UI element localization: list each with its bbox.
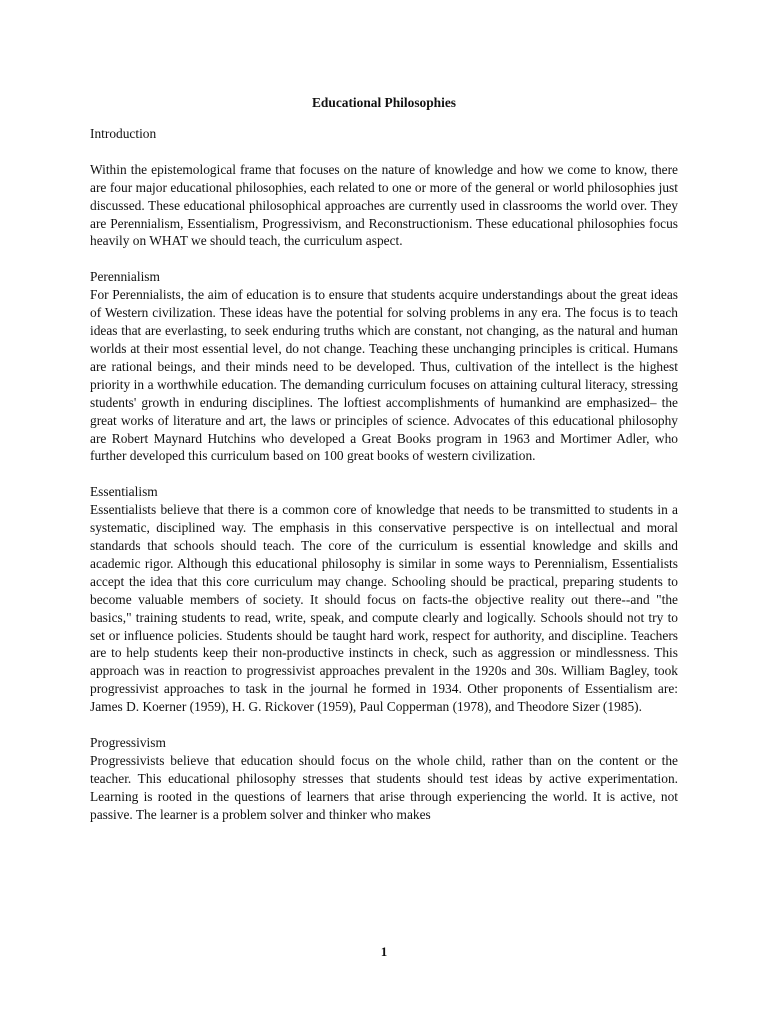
document-body [90,94,678,842]
page-number: 1 [380,944,388,959]
section-heading-essentialism: Essentialism [90,484,158,500]
introduction-paragraph: Within the epistemological frame that focuses on the nature of knowledge and how we come to know, there are four major educational philosophies, each related to one or more of the general or world philosophies just discussed. These educational philosophical approaches are currently used in classrooms the world over. They are Perennialism, Essentialism, Progressivism, and Reconstructionism. These educational philosophies focus heavily on WHAT we should teach, the curriculum aspect. [90,161,678,249]
progressivism-paragraph: Progressivists believe that education should focus on the whole child, rather than on the content or the teacher. This educational philosophy stresses that students should test ideas by active experimentation. Learning is rooted in the questions of learners that arise through experiencing the world. It is active, not passive. The learner is a problem solver and thinker who makes [90,753,678,822]
essentialism-paragraph: Essentialists believe that there is a common core of knowledge that needs to be transmitted to students in a systematic, disciplined way. The emphasis in this conservative perspective is on intellectual and moral standards that schools should teach. The core of the curriculum is essential knowledge and skills and academic rigor. Although this educational philosophy is similar in some ways to Perennialism, Essentialists accept the idea that this core curriculum may change. Schooling should be practical, preparing students to become valuable members of society. It should focus on facts-the objective reality out there--and "the basics," training students to read, write, speak, and compute clearly and logically. Schools should not try to set or influence policies. Students should be taught hard work, respect for authority, and discipline. Teachers are to help students keep their non-productive instincts in check, such as aggression or mindlessness. This approach was in reaction to progressivist approaches prevalent in the 1920s and 30s. William Bagley, took progressivist approaches to task in the journal he formed in 1934. Other proponents of Essentialism are: James D. Koerner (1959), H. G. Rickover (1959), Paul Copperman (1978), and Theodore Sizer (1985). [90,502,678,715]
section-heading-introduction: Introduction [90,125,157,141]
section-heading-progressivism: Progressivism [90,735,166,751]
document-title: Educational Philosophies [312,95,456,110]
section-heading-perennialism: Perennialism [90,269,160,285]
perennialism-paragraph: For Perennialists, the aim of education is to ensure that students acquire understandings about the great ideas of Western civilization. These ideas have the potential for solving problems in any era. The focus is to teach ideas that are everlasting, to seek enduring truths which are constant, not changing, as the natural and human worlds at their most essential level, do not change. Teaching these unchanging principles is critical. Humans are rational beings, and their minds need to be developed. Thus, cultivation of the intellect is the highest priority in a worthwhile education. The demanding curriculum focuses on attaining cultural literacy, stressing students' growth in enduring disciplines. The loftiest accomplishments of humankind are emphasized– the great works of literature and art, the laws or principles of science. Advocates of this educational philosophy are Robert Maynard Hutchins who developed a Great Books program in 1963 and Mortimer Adler, who further developed this curriculum based on 100 great books of western civilization. [90,287,678,464]
